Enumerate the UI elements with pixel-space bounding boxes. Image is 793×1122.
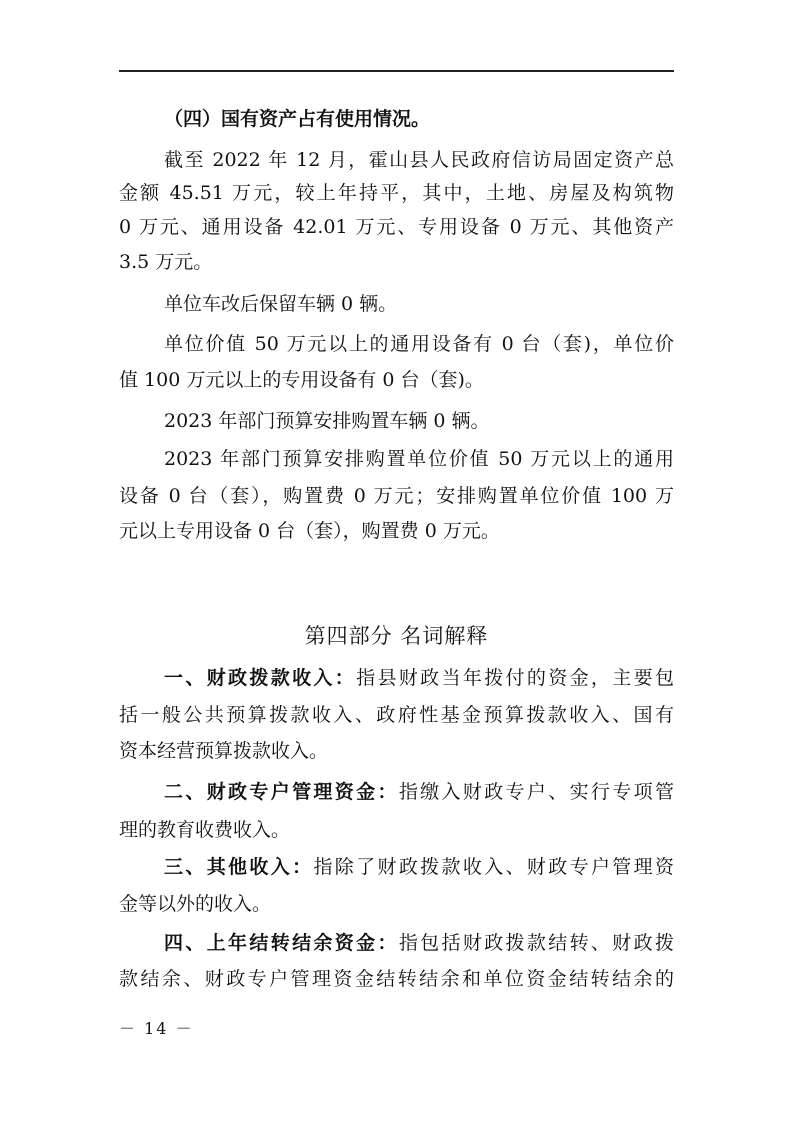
paragraph-line: 金额 45.51 万元，较上年持平，其中，土地、房屋及构筑物 xyxy=(119,182,674,204)
definition-text: 指缴入财政专户、实行专项管 xyxy=(398,781,674,803)
paragraph-line: 资本经营预算拨款收入。 xyxy=(119,740,329,762)
part-heading: 第四部分 名词解释 xyxy=(304,624,489,648)
paragraph-line: 设备 0 台（套），购置费 0 万元；安排购置单位价值 100 万 xyxy=(119,485,674,507)
paragraph-line: 0 万元、通用设备 42.01 万元、专用设备 0 万元、其他资产 xyxy=(119,216,674,238)
paragraph-line: 截至 2022 年 12 月，霍山县人民政府信访局固定资产总 xyxy=(164,149,674,171)
definition-text: 指包括财政拨款结转、财政拨 xyxy=(398,932,674,954)
definition-item xyxy=(164,931,674,955)
definition-term: 三、其他收入： xyxy=(164,856,314,878)
paragraph-line: 元以上专用设备 0 台（套），购置费 0 万元。 xyxy=(119,520,500,542)
page-number: － 14 － xyxy=(119,1019,194,1038)
paragraph-line: 款结余、财政专户管理资金结转结余和单位资金结转结余的 xyxy=(119,968,674,990)
header-rule xyxy=(119,70,674,72)
paragraph-line: 值 100 万元以上的专用设备有 0 台（套)。 xyxy=(119,369,484,391)
paragraph-line: 2023 年部门预算安排购置单位价值 50 万元以上的通用 xyxy=(164,448,674,470)
definition-item xyxy=(164,780,674,804)
paragraph-line: 金等以外的收入。 xyxy=(119,893,272,915)
definition-item xyxy=(164,666,674,690)
definition-text: 指县财政当年拨付的资金，主要包 xyxy=(356,667,674,689)
definition-item xyxy=(164,855,674,879)
paragraph-line: 单位价值 50 万元以上的通用设备有 0 台（套)，单位价 xyxy=(164,333,674,355)
paragraph-line: 2023 年部门预算安排购置车辆 0 辆。 xyxy=(164,410,490,432)
section-title: （四）国有资产占有使用情况。 xyxy=(164,108,431,130)
paragraph-line: 单位车改后保留车辆 0 辆。 xyxy=(164,293,398,315)
paragraph-line: 3.5 万元。 xyxy=(119,251,213,273)
definition-text: 指除了财政拨款收入、财政专户管理资 xyxy=(313,856,674,878)
definition-term: 一、财政拨款收入： xyxy=(164,667,357,689)
paragraph-line: 理的教育收费收入。 xyxy=(119,819,291,841)
definition-term: 二、财政专户管理资金： xyxy=(164,781,399,803)
definition-term: 四、上年结转结余资金： xyxy=(164,932,399,954)
paragraph-line: 括一般公共预算拨款收入、政府性基金预算拨款收入、国有 xyxy=(119,704,674,726)
